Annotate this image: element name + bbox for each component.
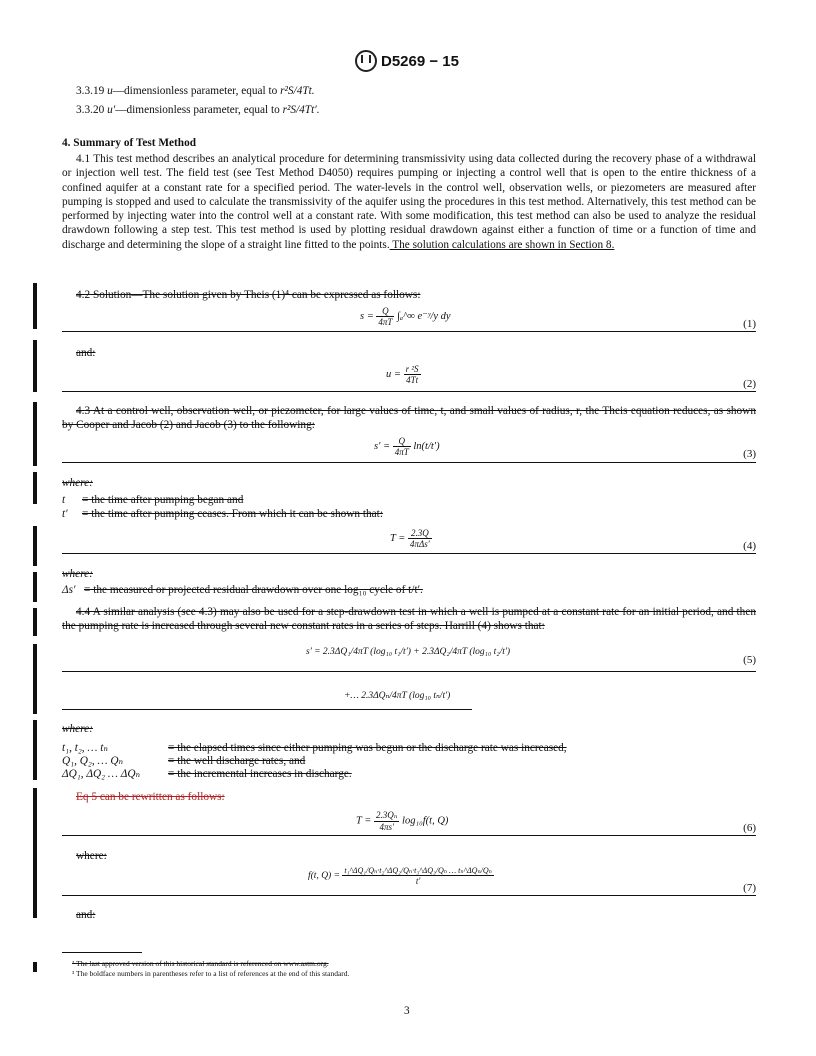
- and-label: and:: [76, 347, 96, 359]
- paragraph-4-4: 4.4 A similar analysis (see 4.3) may also be used for a step-drawdown test in which a well is pumped at a constant rate for an initial period, and then the pumping rate is increased through several new constant rates in a series of steps. Harrill (4) shows that:: [62, 606, 756, 633]
- equation-3: s′ = $\frac{Q}{4\pi T}$ ln(t/t′): [374, 436, 440, 457]
- change-bar: [33, 402, 37, 466]
- equation-1: s = $\frac{Q}{4\pi T}$ ∫ₐ^∞ e⁻ʸ/y dy: [360, 306, 451, 327]
- where-label: where:: [62, 723, 93, 735]
- change-bar: [33, 572, 37, 602]
- equation-1-number: (1): [743, 318, 756, 330]
- change-bar: [33, 472, 37, 504]
- document-designation: D5269 − 15: [381, 53, 459, 70]
- change-bar: [33, 788, 37, 918]
- definition-3-3-19: 3.3.19 u—dimensionless parameter, equal to r²S/4Tt.: [76, 85, 315, 97]
- change-bar: [33, 340, 37, 392]
- equation-2: u = $\frac{\text{r ²S}}{4Tt}$: [386, 364, 419, 385]
- equation-7: f(t, Q) = $\frac{\text{t₁\textasciicircum{}ΔQ₁/Qₙ·t₂\textasciicircum{}ΔQ₂/Qₙ·t₃\textasciicircum{}ΔQ₃/Qₙ … tₙ\textasciicircum{}ΔQₙ/Qₙ}}{t'}$: [308, 866, 492, 886]
- strike-rule: [62, 709, 472, 710]
- equation-6-number: (6): [743, 822, 756, 834]
- equation-7-number: (7): [743, 882, 756, 894]
- equation-5-line-1: s′ = 2.3ΔQ₁/4πT (log₁₀ t₁/t′) + 2.3ΔQ₂/4πT (log₁₀ t₂/t′): [306, 647, 511, 657]
- where-item-increments: ΔQ₁, ΔQ₂ … ΔQₙ = the incremental increases in discharge.: [62, 768, 352, 780]
- where-item-rates: Q₁, Q₂, … Qₙ = the well discharge rates, and: [62, 755, 306, 767]
- strike-rule: [62, 835, 756, 836]
- where-item-t-prime: t′ = the time after pumping ceases. From which it can be shown that:: [62, 508, 383, 520]
- strike-rule: [62, 895, 756, 896]
- equation-2-number: (2): [743, 378, 756, 390]
- equation-6: T = $\frac{\text{2.3Qₙ}}{4\pi s'}$ log₁₀f(t, Q): [356, 810, 449, 832]
- where-item-times: t₁, t₂, … tₙ = the elapsed times since either pumping was begun or the discharge rate was increased,: [62, 742, 567, 754]
- paragraph-4-1: 4.1 This test method describes an analytical procedure for determining transmissivity using data collected during the recovery phase of a withdrawal or injection well test. The field test (see Test Method D4050) requires pumping or injecting a control well that is open to the entire thickness of a confined aquifer at a constant rate for a specified period. The water-levels in the control well, observation wells, or piezometers are measured after pumping is stopped and used to calculate the transmissivity of the aquifer using the procedures in this test method. Alternatively, this test method can be performed by injecting water into the control well at a constant rate. With some modification, this test method can also be used to analyze the residual drawdown following a step test. This test method is used by plotting residual drawdown against either a function of time or a function of time and discharge and determining the slope of a straight line fitted to the points. The solution calculations are shown in Section 8.: [62, 153, 756, 251]
- where-item-delta-s: Δs′ = the measured or projected residual drawdown over one log₁₀ cycle of t/t′.: [62, 584, 423, 596]
- equation-3-number: (3): [743, 448, 756, 460]
- and-label: and:: [76, 909, 96, 921]
- strike-rule: [62, 671, 756, 672]
- footnote-rule: [62, 952, 142, 953]
- where-label: where:: [76, 850, 107, 862]
- eq5-rewrite-text: Eq 5 can be rewritten as follows:: [76, 791, 225, 803]
- footnote-4: ³ The boldface numbers in parentheses refer to a list of references at the end of this standard.: [72, 969, 350, 978]
- change-bar: [33, 962, 37, 972]
- paragraph-4-3: 4.3 At a control well, observation well, or piezometer, for large values of time, t, and small values of radius, r, the Theis equation reduces, as shown by Cooper and Jacob (2) and Jacob (3) to the following:: [62, 405, 756, 432]
- astm-logo: [355, 50, 377, 72]
- page-number: 3: [404, 1005, 410, 1017]
- footnote-3: ³ The last approved version of this historical standard is referenced on www.astm.org.: [72, 959, 329, 968]
- equation-4: T = $\frac{2.3Q}{\text{4πΔs′}}$: [390, 528, 430, 549]
- strike-rule: [62, 331, 756, 332]
- change-bar: [33, 283, 37, 329]
- section-heading: 4. Summary of Test Method: [62, 137, 196, 149]
- change-bar: [33, 720, 37, 780]
- where-label: where:: [62, 568, 93, 580]
- definition-3-3-20: 3.3.20 u′—dimensionless parameter, equal to r²S/4Tt′.: [76, 104, 320, 116]
- change-bar: [33, 526, 37, 566]
- paragraph-4-2: 4.2 Solution—The solution given by Theis (1)⁴ can be expressed as follows:: [76, 289, 421, 301]
- where-label: where:: [62, 477, 93, 489]
- equation-5-number: (5): [743, 654, 756, 666]
- strike-rule: [62, 391, 756, 392]
- equation-4-number: (4): [743, 540, 756, 552]
- where-item-t: t = the time after pumping began and: [62, 494, 244, 506]
- equation-5-line-2: +… 2.3ΔQₙ/4πT (log₁₀ tₙ/t′): [344, 691, 451, 701]
- strike-rule: [62, 462, 756, 463]
- change-bar: [33, 608, 37, 636]
- change-bar: [33, 644, 37, 714]
- strike-rule: [62, 553, 756, 554]
